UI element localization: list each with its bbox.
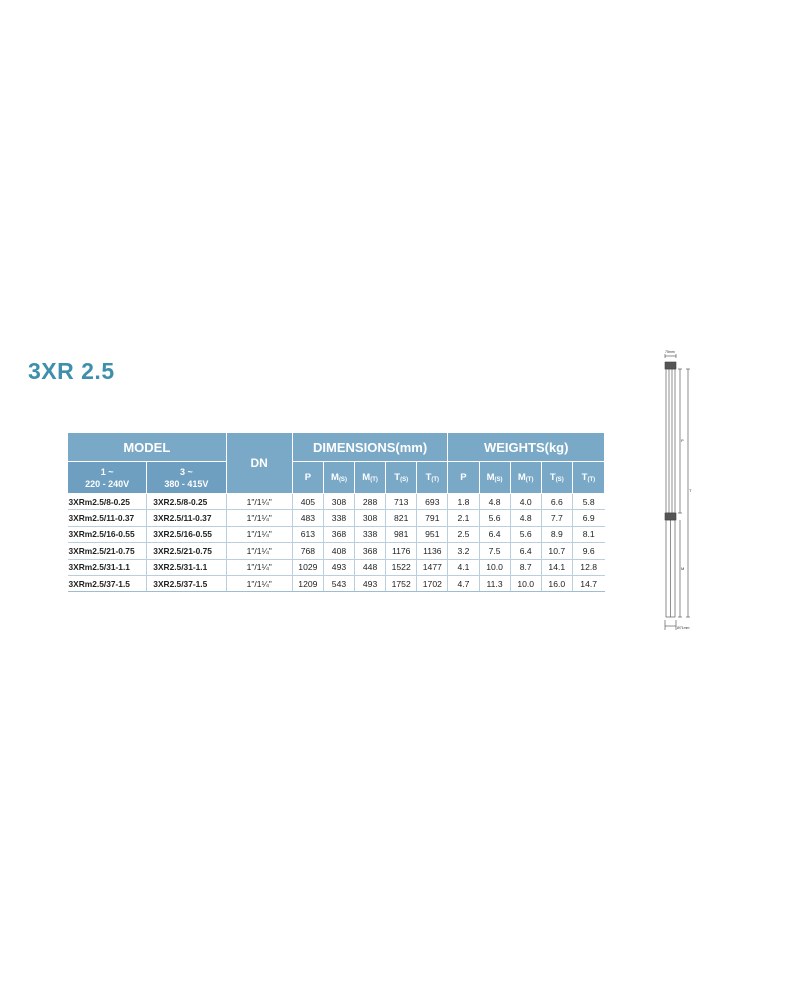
phase-label: 3 ~ bbox=[180, 466, 193, 477]
dimension-column-header: $T_{(T)}$ bbox=[417, 462, 448, 494]
model-single-phase-cell: 3XRm2.5/11-0.37 bbox=[68, 510, 147, 526]
dimension-cell: 1752 bbox=[386, 575, 417, 591]
page-title: 3XR 2.5 bbox=[28, 358, 115, 384]
m-dimension-label: M bbox=[681, 566, 685, 571]
dimension-cell: 1702 bbox=[417, 575, 448, 591]
weight-cell: 14.1 bbox=[541, 559, 572, 575]
model-three-phase-cell: 3XR2.5/31-1.1 bbox=[147, 559, 226, 575]
dimension-cell: 405 bbox=[292, 494, 323, 510]
weight-cell: 3.2 bbox=[448, 543, 479, 559]
model-single-phase-cell: 3XRm2.5/37-1.5 bbox=[68, 575, 147, 591]
model-three-phase-cell: 3XR2.5/37-1.5 bbox=[147, 575, 226, 591]
weight-cell: 7.7 bbox=[541, 510, 572, 526]
dimension-cell: 448 bbox=[355, 559, 386, 575]
model-three-phase-cell: 3XR2.5/8-0.25 bbox=[147, 494, 226, 510]
weight-cell: 6.4 bbox=[510, 543, 541, 559]
model-single-phase-cell: 3XRm2.5/21-0.75 bbox=[68, 543, 147, 559]
voltage-label: 380 - 415V bbox=[164, 478, 209, 489]
weight-cell: 10.7 bbox=[541, 543, 572, 559]
weight-column-header: $T_{(T)}$ bbox=[572, 462, 604, 494]
table-row bbox=[68, 526, 605, 542]
table-row bbox=[68, 494, 605, 510]
model-single-phase-cell: 3XRm2.5/31-1.1 bbox=[68, 559, 147, 575]
spec-table bbox=[67, 432, 605, 592]
weight-cell: 10.0 bbox=[479, 559, 510, 575]
model-header: MODEL bbox=[68, 433, 227, 462]
bottom-dimension-label: Ø71mm bbox=[677, 626, 690, 630]
weight-cell: 8.7 bbox=[510, 559, 541, 575]
dimension-column-header: $T_{(S)}$ bbox=[386, 462, 417, 494]
weight-cell: 4.8 bbox=[479, 494, 510, 510]
model-three-phase-cell: 3XR2.5/16-0.55 bbox=[147, 526, 226, 542]
weight-cell: 2.1 bbox=[448, 510, 479, 526]
dimension-cell: 768 bbox=[292, 543, 323, 559]
weight-cell: 4.1 bbox=[448, 559, 479, 575]
dimension-cell: 483 bbox=[292, 510, 323, 526]
weight-cell: 7.5 bbox=[479, 543, 510, 559]
weights-header: WEIGHTS(kg) bbox=[448, 433, 605, 462]
dimension-cell: 1136 bbox=[417, 543, 448, 559]
dimension-cell: 791 bbox=[417, 510, 448, 526]
weight-cell: 14.7 bbox=[572, 575, 604, 591]
dn-cell: 1"/1¼" bbox=[226, 543, 292, 559]
dimension-cell: 368 bbox=[323, 526, 354, 542]
dimension-cell: 543 bbox=[323, 575, 354, 591]
weight-column-header: P bbox=[448, 462, 479, 494]
model-three-phase-cell: 3XR2.5/21-0.75 bbox=[147, 543, 226, 559]
weight-cell: 8.9 bbox=[541, 526, 572, 542]
dimension-cell: 493 bbox=[355, 575, 386, 591]
dimension-cell: 408 bbox=[323, 543, 354, 559]
dn-cell: 1"/1¼" bbox=[226, 526, 292, 542]
dimension-cell: 1477 bbox=[417, 559, 448, 575]
weight-cell: 10.0 bbox=[510, 575, 541, 591]
dimension-cell: 338 bbox=[355, 526, 386, 542]
dimension-cell: 493 bbox=[323, 559, 354, 575]
p-dimension-label: P bbox=[681, 438, 684, 443]
dn-cell: 1"/1¼" bbox=[226, 559, 292, 575]
model-three-phase-cell: 3XR2.5/11-0.37 bbox=[147, 510, 226, 526]
dimension-cell: 951 bbox=[417, 526, 448, 542]
pump-drawing bbox=[656, 350, 706, 635]
dimension-cell: 308 bbox=[355, 510, 386, 526]
phase-label: 1 ~ bbox=[100, 466, 114, 477]
t-dimension-label: T bbox=[689, 488, 692, 493]
weight-cell: 6.6 bbox=[541, 494, 572, 510]
weight-cell: 2.5 bbox=[448, 526, 479, 542]
dimension-cell: 1029 bbox=[292, 559, 323, 575]
table-row bbox=[68, 543, 605, 559]
table-row bbox=[68, 510, 605, 526]
weight-cell: 6.4 bbox=[479, 526, 510, 542]
dn-cell: 1"/1¼" bbox=[226, 575, 292, 591]
dimension-column-header: $M_{(T)}$ bbox=[355, 462, 386, 494]
dimension-cell: 1209 bbox=[292, 575, 323, 591]
dn-cell: 1"/1¼" bbox=[226, 494, 292, 510]
weight-cell: 4.0 bbox=[510, 494, 541, 510]
dimension-cell: 338 bbox=[323, 510, 354, 526]
dimension-cell: 613 bbox=[292, 526, 323, 542]
weight-column-header: $M_{(T)}$ bbox=[510, 462, 541, 494]
weight-cell: 1.8 bbox=[448, 494, 479, 510]
dimension-cell: 713 bbox=[386, 494, 417, 510]
dimension-column-header: $M_{(S)}$ bbox=[323, 462, 354, 494]
weight-column-header: $T_{(S)}$ bbox=[541, 462, 572, 494]
dimension-cell: 693 bbox=[417, 494, 448, 510]
weight-cell: 16.0 bbox=[541, 575, 572, 591]
weight-cell: 12.8 bbox=[572, 559, 604, 575]
dn-cell: 1"/1¼" bbox=[226, 510, 292, 526]
weight-column-header: $M_{(S)}$ bbox=[479, 462, 510, 494]
weight-cell: 4.7 bbox=[448, 575, 479, 591]
weight-cell: 9.6 bbox=[572, 543, 604, 559]
model-single-phase-cell: 3XRm2.5/8-0.25 bbox=[68, 494, 147, 510]
dimension-cell: 308 bbox=[323, 494, 354, 510]
weight-cell: 5.8 bbox=[572, 494, 604, 510]
table-row bbox=[68, 575, 605, 591]
dimension-column-header: P bbox=[292, 462, 323, 494]
model-single-phase-header bbox=[68, 462, 147, 494]
weight-cell: 6.9 bbox=[572, 510, 604, 526]
dimension-cell: 368 bbox=[355, 543, 386, 559]
dimension-cell: 981 bbox=[386, 526, 417, 542]
weight-cell: 4.8 bbox=[510, 510, 541, 526]
model-single-phase-cell: 3XRm2.5/16-0.55 bbox=[68, 526, 147, 542]
dimension-cell: 821 bbox=[386, 510, 417, 526]
weight-cell: 5.6 bbox=[479, 510, 510, 526]
voltage-label: 220 - 240V bbox=[85, 478, 130, 489]
dimension-cell: 1176 bbox=[386, 543, 417, 559]
weight-cell: 8.1 bbox=[572, 526, 604, 542]
model-three-phase-header bbox=[147, 462, 226, 494]
dn-header: DN bbox=[226, 433, 292, 494]
dimension-cell: 288 bbox=[355, 494, 386, 510]
table-row bbox=[68, 559, 605, 575]
weight-cell: 11.3 bbox=[479, 575, 510, 591]
weight-cell: 5.6 bbox=[510, 526, 541, 542]
top-dimension-label: 75mm bbox=[665, 350, 675, 354]
dimensions-header: DIMENSIONS(mm) bbox=[292, 433, 448, 462]
dimension-cell: 1522 bbox=[386, 559, 417, 575]
